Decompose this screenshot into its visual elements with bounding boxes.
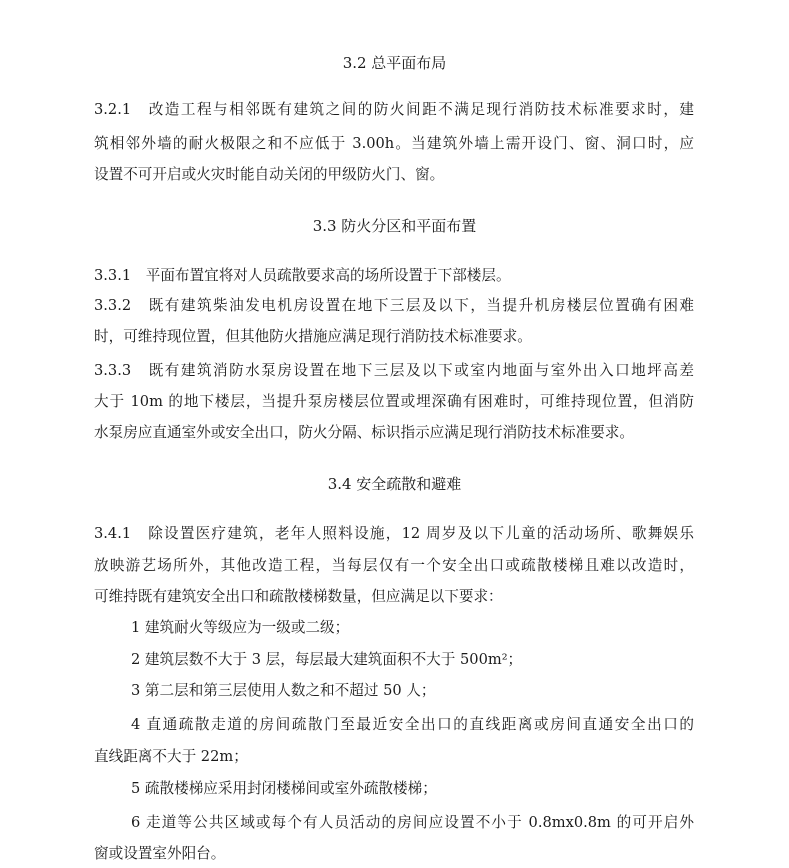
list-item: 4 直通疏散走道的房间疏散门至最近安全出口的直线距离或房间直通安全出口的: [131, 716, 694, 733]
heading-3-3: 3.3 防火分区和平面布置: [312, 217, 477, 235]
text-line: 3.2.1 改造工程与相邻既有建筑之间的防火间距不满足现行消防技术标准要求时，建: [94, 101, 694, 118]
text-line: 筑相邻外墙的耐火极限之和不应低于 3.00h。当建筑外墙上需开设门、窗、洞口时，应: [94, 135, 694, 152]
heading-3-4: 3.4 安全疏散和避难: [327, 475, 462, 493]
text-line: 大于 10m 的地下楼层，当提升泵房楼层位置或埋深确有困难时，可维持现位置，但消防: [94, 393, 694, 410]
text-line: 设置不可开启或火灾时能自动关闭的甲级防火门、窗。: [94, 166, 445, 183]
list-item-continuation: 窗或设置室外阳台。: [94, 845, 226, 862]
list-item: 3 第二层和第三层使用人数之和不超过 50 人；: [131, 682, 436, 699]
list-item: 6 走道等公共区域或每个有人员活动的房间应设置不小于 0.8mx0.8m 的可开启外: [131, 814, 694, 831]
text-line: 时，可维持现位置，但其他防火措施应满足现行消防技术标准要求。: [94, 328, 532, 345]
text-line: 3.4.1 除设置医疗建筑，老年人照料设施，12 周岁及以下儿童的活动场所、歌舞娱乐: [94, 525, 694, 542]
text-line: 3.3.2 既有建筑柴油发电机房设置在地下三层及以下，当提升机房楼层位置确有困难: [94, 297, 694, 314]
text-line: 水泵房应直通室外或安全出口，防火分隔、标识指示应满足现行消防技术标准要求。: [94, 424, 634, 441]
text-line: 放映游艺场所外，其他改造工程，当每层仅有一个安全出口或疏散楼梯且难以改造时，: [94, 557, 694, 574]
list-item: 5 疏散楼梯应采用封闭楼梯间或室外疏散楼梯；: [131, 780, 437, 797]
list-item: 1 建筑耐火等级应为一级或二级；: [131, 619, 350, 636]
heading-3-2: 3.2 总平面布局: [342, 54, 447, 72]
text-line: 3.3.1 平面布置宜将对人员疏散要求高的场所设置于下部楼层。: [94, 267, 511, 284]
list-item-continuation: 直线距离不大于 22m；: [94, 748, 248, 765]
text-line: 可维持既有建筑安全出口和疏散楼梯数量，但应满足以下要求：: [94, 588, 503, 605]
list-item: 2 建筑层数不大于 3 层，每层最大建筑面积不大于 500m²；: [131, 651, 523, 668]
text-line: 3.3.3 既有建筑消防水泵房设置在地下三层及以下或室内地面与室外出入口地坪高差: [94, 362, 694, 379]
